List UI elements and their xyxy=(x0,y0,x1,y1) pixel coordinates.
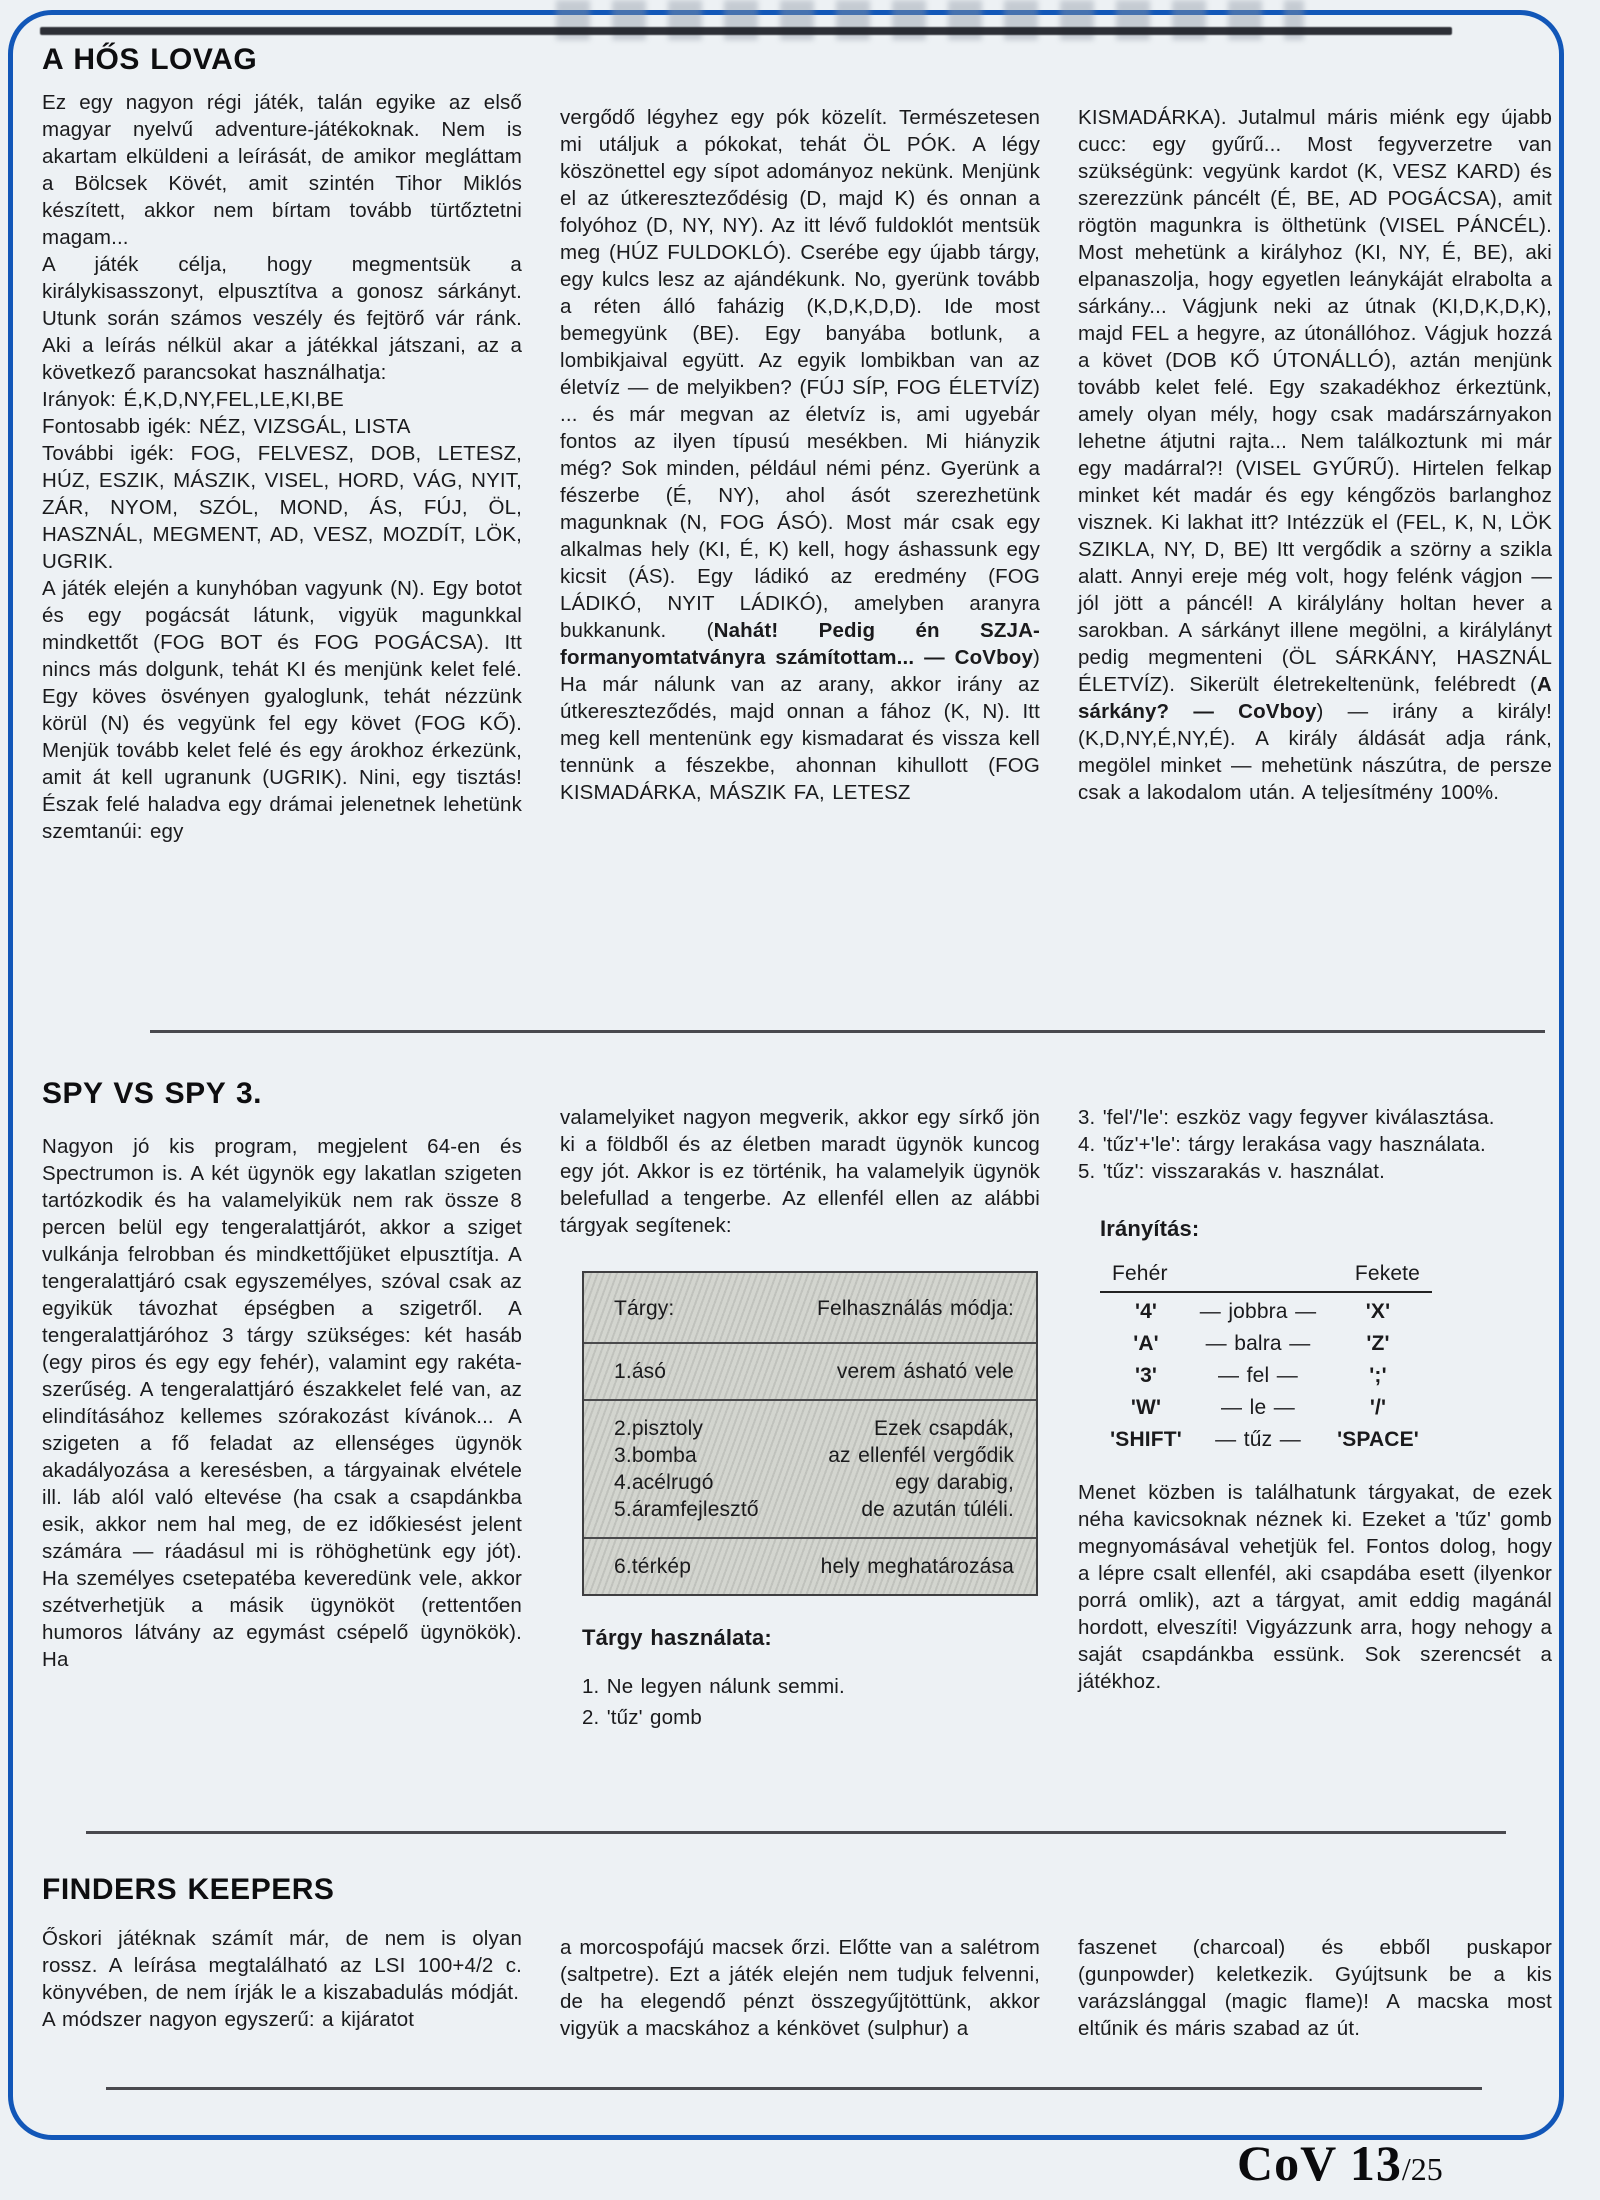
text-run: vergődő légyhez egy pók közelít. Természetesen mi utáljuk a pókokat, tehát ÖL PÓK. A légy köszönettel egy sípot adományoz nekünk. Menjünk el az útkereszteződésig (D, majd K) és onnan a folyóhoz (D, NY, NY). Az itt lévő fuldoklót mentsük meg (HÚZ FULDOKLÓ). Cserébe egy újabb tárgy, egy kulcs lesz az ajándékunk. No, gyerünk tovább a réten álló faházig (K,D,K,D,D). Ide most bemegyünk (BE). Egy banyába botlunk, a lombikjaival együtt. Az egyik lombikban van az életvíz — de melyikben? (FÚJ SÍP, FOG ÉLETVÍZ) ... és már megvan az életvíz is, ami ugyebár fontos az ilyen típusú mesékben. Mi hiányzik még? Sok minden, például némi pénz. Gyerünk a fészerbe (É, NY), ahol ásót szerezhetünk magunknak (N, FOG ÁSÓ). Most már csak egy alkalmas hely (KI, É, K) kell, hogy áshassunk egy kicsit (ÁS). Egy ládikó az eredmény (FOG LÁDIKÓ, NYIT LÁDIKÓ), amelyben aranyra bukkanunk. ( xyxy=(560,106,1040,642)
table-cell-item: 6.térkép xyxy=(614,1555,692,1578)
finders-column-3 xyxy=(1078,1934,1552,2042)
table-cell-item: 1.ásó xyxy=(614,1360,667,1383)
article-title: FINDERS KEEPERS xyxy=(42,1873,335,1906)
table-header-cell: Felhasználás módja: xyxy=(817,1297,1014,1320)
table-header-cell: Tárgy: xyxy=(614,1297,675,1320)
key-white: 'W' xyxy=(1130,1396,1162,1419)
page-footer xyxy=(1237,2134,1443,2192)
item-line: 5.áramfejlesztő xyxy=(614,1498,759,1521)
key-white: 'SHIFT' xyxy=(1110,1428,1182,1451)
usage-item: 3. 'fel'/'le': eszköz vagy fegyver kiválasztása. xyxy=(1078,1106,1495,1129)
text-run: ) Ha már nálunk van az arany, akkor irány az útkereszteződés, majd onnan a fához (K, N). Itt meg kell mentenünk egy kismadarat és vissza kell tennünk a fészekbe, ahonnan kihullott (FOG KISMADÁRKA, MÁSZIK FA, LETESZ xyxy=(560,646,1040,804)
paragraph: Őskori játéknak számít már, de nem is olyan rossz. A leírása megtalálható az LSI 100+4/2 c. könyvében, de nem írják le a kiszabadulás módját. xyxy=(42,1927,522,2004)
usage-item: 4. 'tűz'+'le': tárgy lerakása vagy használata. xyxy=(1078,1133,1486,1156)
spy-column-2 xyxy=(560,1104,1040,1733)
table-cell-use: hely meghatározása xyxy=(820,1555,1014,1578)
key-black: 'X' xyxy=(1365,1300,1391,1323)
controls-heading: Irányítás: xyxy=(1100,1216,1200,1241)
items-table xyxy=(582,1271,1038,1596)
key-white: 'A' xyxy=(1133,1332,1159,1355)
paragraph: A játék elején a kunyhóban vagyunk (N). Egy botot és egy pogácsát látunk, vigyük magunkkal mindkettőt (FOG BOT és FOG POGÁCSA). Itt nincs más dolgunk, tehát KI és menjünk kelet felé. Egy köves ösvényen gyaloglunk, tehát nézzünk körül (N) és vegyünk fel egy követ (FOG KŐ). Menjük tovább kelet felé és egy árokhoz érkezünk, amit át kell ugranunk (UGRIK). Nini, egy tisztás! Észak felé haladva egy drámai jelenetnek lehetünk szemtanúi: egy xyxy=(42,577,522,843)
paragraph: Fontosabb igék: NÉZ, VIZSGÁL, LISTA xyxy=(42,415,411,438)
paragraph: valamelyiket nagyon megverik, akkor egy sírkő jön ki a földből és az életben maradt ügynök kuncog egy jót. Akkor is ez történik, ha valamelyik ügynök belefullad a tengerbe. Az ellenfél ellen az alábbi tárgyak segítenek: xyxy=(560,1106,1040,1237)
key-action: — jobbra — xyxy=(1199,1300,1317,1323)
use-line: de azután túléli. xyxy=(861,1498,1014,1521)
article-title: SPY VS SPY 3. xyxy=(42,1077,263,1110)
key-action: — tűz — xyxy=(1215,1428,1301,1451)
paragraph xyxy=(1078,104,1552,806)
finders-column-2 xyxy=(560,1934,1040,2042)
usage-item: 2. 'tűz' gomb xyxy=(582,1706,702,1729)
controls-row xyxy=(1100,1357,1432,1389)
table-cell-item xyxy=(594,1415,775,1523)
controls-row xyxy=(1100,1421,1432,1453)
paragraph xyxy=(560,104,1040,806)
item-line: 4.acélrugó xyxy=(614,1471,714,1494)
controls-table xyxy=(1100,1260,1432,1453)
editor-comment-bold: Nahát! Pedig én SZJA-formanyomtatványra számítottam... — CoVboy xyxy=(560,619,1040,669)
article1-column-2 xyxy=(560,104,1040,806)
paragraph: Irányok: É,K,D,NY,FEL,LE,KI,BE xyxy=(42,388,344,411)
table-row xyxy=(584,1399,1036,1537)
usage-list xyxy=(582,1671,1040,1733)
section-divider xyxy=(106,2087,1482,2090)
use-line: az ellenfél vergődik xyxy=(828,1444,1014,1467)
spy-column-1 xyxy=(42,1077,522,1673)
usage-item: 5. 'tűz': visszarakás v. használat. xyxy=(1078,1160,1385,1183)
spy-column-3 xyxy=(1078,1104,1552,1695)
item-line: 2.pisztoly xyxy=(614,1417,704,1440)
paragraph: faszenet (charcoal) és ebből puskapor (gunpowder) keletkezik. Gyújtsunk be a kis varázslánggal (magic flame)! A macska most eltűnik és máris szabad az út. xyxy=(1078,1936,1552,2040)
usage-item: 1. Ne legyen nálunk semmi. xyxy=(582,1675,845,1698)
controls-header-white: Fehér xyxy=(1112,1262,1168,1285)
use-line: egy darabig, xyxy=(895,1471,1014,1494)
finders-column-1 xyxy=(42,1873,522,2033)
article1-column-3 xyxy=(1078,104,1552,806)
controls-row xyxy=(1100,1389,1432,1421)
controls-header-row xyxy=(1100,1260,1432,1293)
key-black: 'Z' xyxy=(1366,1332,1390,1355)
table-header-row xyxy=(584,1273,1036,1342)
item-line: 3.bomba xyxy=(614,1444,697,1467)
article-title: A HŐS LOVAG xyxy=(42,43,258,76)
article1-column-1 xyxy=(42,43,522,845)
key-black: ';' xyxy=(1369,1364,1387,1387)
paragraph: Nagyon jó kis program, megjelent 64-en és Spectrumon is. A két ügynök egy lakatlan szigeten tartózkodik és ha valamelyikük nem rak össze 8 percen belül egy tengeralattjárót, akkor a sziget vulkánja felrobban és mindkettőjüket elpusztítja. A tengeralattjáró csak egyszemélyes, szóval csak az egyikük távozhat épségben a szigetről. A tengeralattjáróhoz 3 tárgy szükséges: két hasáb (egy piros és egy egy fehér), valamint egy rakéta-szerűség. A tengeralattjáró északkelet felé van, az elindításához kellemes szórakozást kívánok... A szigeten a fő feladat az ellenséges ügynök akadályozása a keresésben, a tárgyainak elvétele ill. láb alól való eltevése (ha csak a csapdánkba esik, akkor nem hal meg, de ez időkiesést jelent számára — ráadásul mi is röhöghetünk egy jót). Ha személyes csetepatéba keveredünk vele, akkor szétverhetjük a másik ügynököt (rettentően humoros látvány az egymást csépelő ügynökök). Ha xyxy=(42,1135,522,1671)
paragraph: A módszer nagyon egyszerű: a kijáratot xyxy=(42,2008,415,2031)
page-number: /25 xyxy=(1401,2151,1443,2187)
controls-row xyxy=(1100,1293,1432,1325)
section-divider xyxy=(86,1831,1506,1834)
controls-row xyxy=(1100,1325,1432,1357)
top-rule xyxy=(40,27,1452,35)
editor-comment-bold: A sárkány? — CoVboy xyxy=(1078,673,1552,723)
table-row xyxy=(584,1537,1036,1594)
key-black: '/' xyxy=(1369,1396,1387,1419)
key-white: '4' xyxy=(1134,1300,1158,1323)
magazine-logo: CoV 13 xyxy=(1237,2135,1402,2191)
paragraph: A játék célja, hogy megmentsük a királykisasszonyt, elpusztítva a gonosz sárkányt. Utunk során számos veszély és fejtörő vár ránk. Aki a leírás nélkül akar a játékkal játszani, az a következő parancsokat használhatja: xyxy=(42,253,522,384)
key-black: 'SPACE' xyxy=(1337,1428,1419,1451)
paragraph: Menet közben is találhatunk tárgyakat, de ezek néha kavicsoknak néznek ki. Ezeket a 'tűz' gomb megnyomásával vehetjük fel. Fontos dolog, hogy a lépre csalt ellenfél, aki csapdába esett (ilyenkor porrá omlik), azt a tárgyat, amit eddig magánál hordott, elveszíti! Vigyázzunk arra, hogy nehogy a saját csapdánkba essünk. Sok szerencsét a játékhoz. xyxy=(1078,1481,1552,1693)
key-white: '3' xyxy=(1134,1364,1158,1387)
paragraph: Ez egy nagyon régi játék, talán egyike az első magyar nyelvű adventure-játékoknak. Nem is akartam elküldeni a leírását, de amikor megláttam a Bölcsek Kövét, amit szintén Tihor Miklós készített, akkor nem bírtam tovább türtőztetni magam... xyxy=(42,91,522,249)
table-cell-use xyxy=(775,1415,1026,1523)
paragraph: a morcospofájú macsek őrzi. Előtte van a salétrom (saltpetre). Ezt a játék elején nem tudjuk felvenni, de ha elegendő pénzt összegyűjtöttünk, akkor vigyük a macskához a kénkövet (sulphur) a xyxy=(560,1936,1040,2040)
key-action: — le — xyxy=(1221,1396,1295,1419)
section-divider xyxy=(150,1030,1545,1033)
controls-header-black: Fekete xyxy=(1354,1262,1420,1285)
paragraph: További igék: FOG, FELVESZ, DOB, LETESZ, HÚZ, ESZIK, MÁSZIK, VISEL, HORD, VÁG, NYIT, ZÁR, NYOM, SZÓL, MOND, ÁS, FÚJ, ÖL, HASZNÁL, MEGMENT, AD, VESZ, MOZDÍT, LÖK, UGRIK. xyxy=(42,442,522,573)
text-run: ) — irány a király! (K,D,NY,É,NY,É). A király áldását adja ránk, megölel minket — mehetünk nászútra, de persze csak a lakodalom után. A teljesítmény 100%. xyxy=(1078,700,1552,804)
key-action: — fel — xyxy=(1218,1364,1298,1387)
key-action: — balra — xyxy=(1205,1332,1311,1355)
table-cell-use: verem ásható vele xyxy=(836,1360,1014,1383)
usage-heading: Tárgy használata: xyxy=(582,1625,772,1650)
use-line: Ezek csapdák, xyxy=(873,1417,1014,1440)
table-row xyxy=(584,1342,1036,1399)
text-run: KISMADÁRKA). Jutalmul máris miénk egy újabb cucc: egy gyűrű... Most fegyverzetre van szükségünk: vegyünk kardot (K, VESZ KARD) és szerezzünk páncélt (É, BE, AD POGÁCSA), amit rögtön magunkra is ölthetünk (VISEL PÁNCÉL). Most mehetünk a királyhoz (KI, NY, É, BE), aki elpanaszolja, hogy egyetlen leánykáját elrabolta a sárkány... Vágjunk neki az útnak (KI,D,K,D,K), majd FEL a hegyre, az útonállóhoz. Vágjuk hozzá a követ (DOB KŐ ÚTONÁLLÓ), aztán menjünk tovább kelet felé. Egy szakadékhoz érkeztünk, amely olyan mély, hogy csak madárszárnyakon lehetne átjutni rajta... Nem találkoztunk mi már egy madárral?! (VISEL GYŰRŰ). Hirtelen felkap minket két madár és egy kéngőzös barlanghoz visznek. Ki lakhat itt? Intézzük el (FEL, K, N, LÖK SZIKLA, NY, D, BE) Itt vergődik a szörny a szikla alatt. Annyi ereje még volt, hogy felénk vágjon — jól jött a páncél! A királylány holtan hever a sarokban. A sárkányt illene megölni, a királylányt pedig megmenteni (ÖL SÁRKÁNY, HASZNÁL ÉLETVÍZ). Sikerült életrekeltenünk, felébredt ( xyxy=(1078,106,1552,696)
